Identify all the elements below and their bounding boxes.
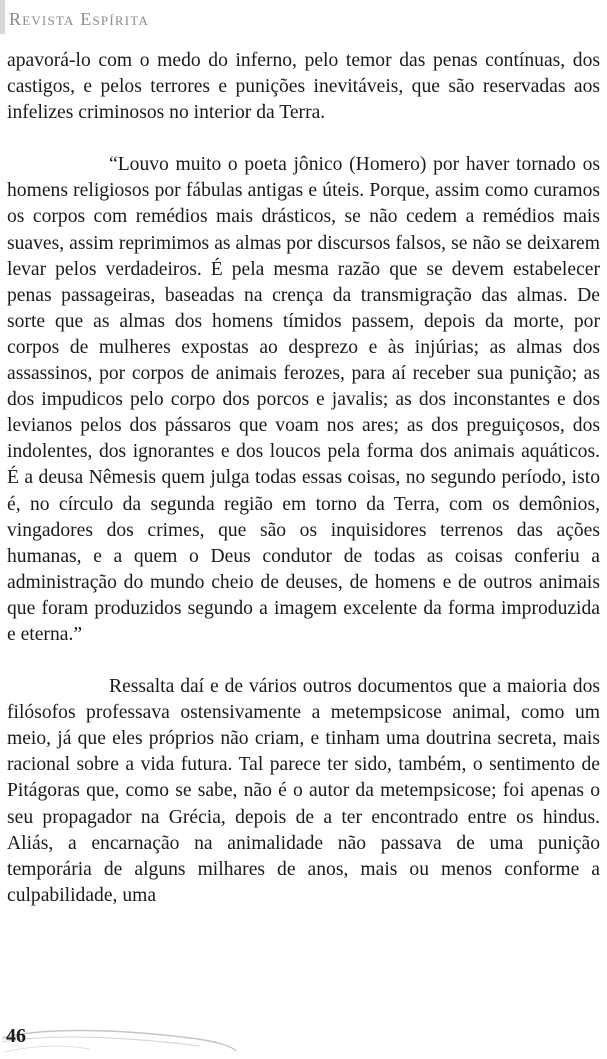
paragraph-quotation: “Louvo muito o poeta jônico (Homero) por haver tornado os homens religiosos por fábulas antigas e úteis. Porque, assim como curamos os corpos com remédios mais drásticos, se não cedem a remédios mais suaves, assim reprimimos as almas por discursos falsos, se não se deixarem levar pelos verdadeiros. É pela mesma razão que se devem estabelecer penas passageiras, baseadas na crença da transmigração das almas. De sorte que as almas dos homens tímidos passem, depois da morte, por corpos de mulheres expostas ao desprezo e às injúrias; as almas dos assassinos, por corpos de animais ferozes, para aí receber sua punição; as dos impudicos pelo corpo dos porcos e javalis; as dos inconstantes e dos levianos pelos dos pássaros que voam nos ares; as dos preguiçosos, dos indolentes, dos ignorantes e dos loucos pela forma dos animais aquáticos. É a deusa Nêmesis quem julga todas essas coisas, no segundo período, isto é, no círculo da segunda região em torno da Terra, com os demônios, vingadores dos crimes, que são os inquisidores terrenos das ações humanas, e a quem o Deus condutor de todas as coisas conferiu a administração do mundo cheio de deuses, de homens e de outros animais que foram produzidos segundo a imagem excelente da forma improduzida e eterna.” xyxy=(7,154,600,645)
page-body xyxy=(7,48,600,909)
paragraph-continuation: apavorá-lo com o medo do inferno, pelo temor das penas contínuas, dos castigos, e pelos terrores e punições inevitáveis, que são reservadas aos infelizes criminosos no interior da Terra. xyxy=(7,50,600,124)
header-margin-bar xyxy=(0,0,5,34)
page-number: 46 xyxy=(6,1025,26,1047)
paragraph-commentary: Ressalta daí e de vários outros documentos que a maioria dos filósofos professava ostensivamente a metempsicose animal, como um meio, já que eles próprios não criam, e tinham uma doutrina secreta, mais racional sobre a vida futura. Tal parece ter sido, também, o sentimento de Pitágoras que, como se sabe, não é o autor da metempsicose; foi apenas o seu propagador na Grécia, depois de a ter encontrado entre os hindus. Aliás, a encarnação na animalidade não passava de uma punição temporária de alguns milhares de anos, mais ou menos conforme a culpabilidade, uma xyxy=(7,676,600,906)
running-header-title: Revista Espírita xyxy=(9,9,149,29)
decorative-flourish xyxy=(0,1016,240,1059)
